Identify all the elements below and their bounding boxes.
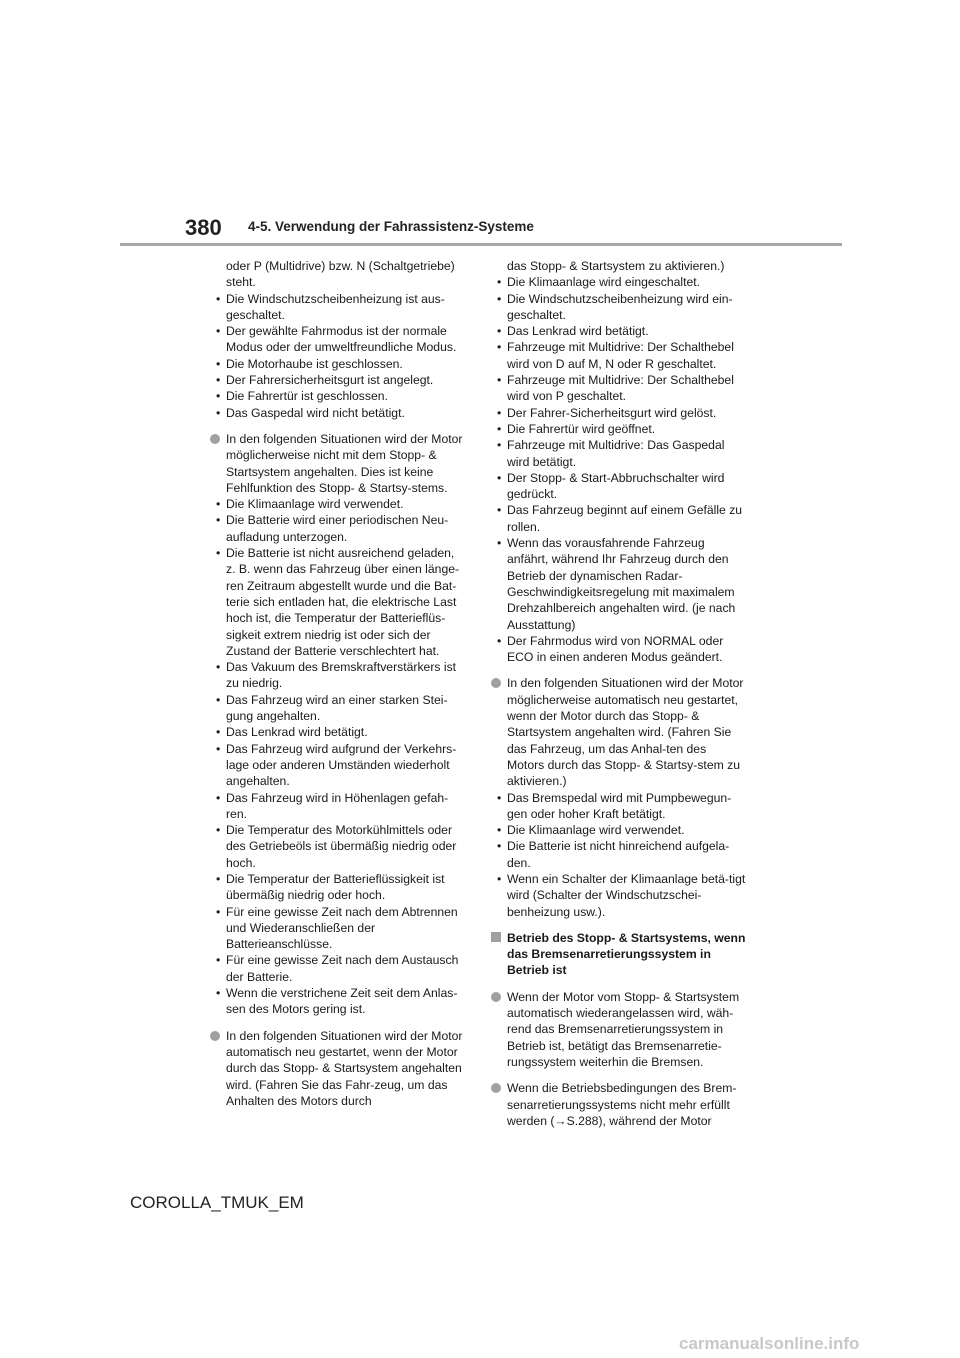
list-item: • Das Bremspedal wird mit Pumpbewegun-gen oder hoher Kraft betätigt. [491, 790, 746, 823]
list-item: • Das Fahrzeug wird in Höhenlagen gefah-ren. [210, 790, 465, 823]
document-code: COROLLA_TMUK_EM [130, 1193, 304, 1212]
square-bullet-icon [491, 932, 501, 942]
list-item: • Der gewählte Fahrmodus ist der normale Modus oder der umweltfreundliche Modus. [210, 323, 465, 356]
paragraph-text: Wenn der Motor vom Stopp- & Startsystem automatisch wiederangelassen wird, wäh-rend das Bremsenarretierungssystem in Betrieb ist, betätigt das Bremsenarretie-rungssystem weiterhin die Bremsen. [507, 989, 740, 1069]
list-item: • Die Windschutzscheibenheizung wird ein-geschaltet. [491, 291, 746, 324]
list-item: • Die Klimaanlage wird eingeschaltet. [491, 274, 746, 290]
circle-paragraph [491, 989, 746, 1070]
list-item: • Das Fahrzeug wird an einer starken Stei-gung angehalten. [210, 692, 465, 725]
list-item: • Die Batterie ist nicht ausreichend geladen, z. B. wenn das Fahrzeug über einen länge-ren Zeitraum abgestellt wurde und die Bat-terie sich entladen hat, die elektrische Last hoch ist, die Temperatur der Batterieflüs-sigkeit extrem niedrig ist oder sich der Zustand der Batterie verschlechtert hat. [210, 545, 465, 659]
list-item: • Fahrzeuge mit Multidrive: Das Gaspedal wird betätigt. [491, 437, 746, 470]
list-item: • Das Lenkrad wird betätigt. [210, 724, 465, 740]
list-item: • Der Fahrer-Sicherheitsgurt wird gelöst. [491, 405, 746, 421]
subheading [491, 930, 746, 979]
list-item: • Die Batterie ist nicht hinreichend aufgela-den. [491, 838, 746, 871]
list-item: • Die Windschutzscheibenheizung ist aus-geschaltet. [210, 291, 465, 324]
right-column [491, 258, 746, 1129]
list-item: • Für eine gewisse Zeit nach dem Abtrennen und Wiederanschließen der Batterieanschlüsse. [210, 904, 465, 953]
paragraph-text: In den folgenden Situationen wird der Motor möglicherweise nicht mit dem Stopp- & Startsystem angehalten. Dies ist keine Fehlfunktion des Stopp- & Startsy-stems. [226, 431, 463, 495]
section-title: 4-5. Verwendung der Fahrassistenz-Systeme [248, 219, 534, 234]
circle-bullet-icon [210, 434, 220, 444]
list-item: • Der Fahrersicherheitsgurt ist angelegt. [210, 372, 465, 388]
paragraph-text: In den folgenden Situationen wird der Motor automatisch neu gestartet, wenn der Motor durch das Stopp- & Startsystem angehalten wird. (Fahren Sie das Fahr-zeug, um das Anhalten des Motors durch [226, 1028, 463, 1108]
left-column [210, 258, 465, 1109]
circle-paragraph [210, 1028, 465, 1109]
list-item: • Das Gaspedal wird nicht betätigt. [210, 405, 465, 421]
list-item: • Die Klimaanlage wird verwendet. [210, 496, 465, 512]
list-item: • Wenn die verstrichene Zeit seit dem Anlas-sen des Motors gering ist. [210, 985, 465, 1018]
paragraph-text: Wenn die Betriebsbedingungen des Brem-senarretierungssystems nicht mehr erfüllt werden (→S.288), während der Motor [507, 1081, 737, 1128]
subheading-text: Betrieb des Stopp- & Startsystems, wenn das Bremsenarretierungssystem in Betrieb ist [507, 930, 746, 978]
list-item: • Das Fahrzeug wird aufgrund der Verkehrs-lage oder anderen Umständen wiederholt angehalten. [210, 741, 465, 790]
list-item: • Das Vakuum des Bremskraftverstärkers ist zu niedrig. [210, 659, 465, 692]
list-item: • Wenn ein Schalter der Klimaanlage betä-tigt wird (Schalter der Windschutzschei-benheizung usw.). [491, 871, 746, 920]
list-item: • Die Fahrertür ist geschlossen. [210, 388, 465, 404]
circle-bullet-icon [491, 678, 501, 688]
circle-bullet-icon [491, 992, 501, 1002]
paragraph-text: In den folgenden Situationen wird der Motor möglicherweise automatisch neu gestartet, wenn der Motor durch das Stopp- & Startsystem angehalten wird. (Fahren Sie das Fahrzeug, um das Anhal-ten des Motors durch das Stopp- & Startsy-stem zu aktivieren.) [507, 676, 744, 789]
circle-paragraph [491, 675, 746, 789]
list-item: • Die Fahrertür wird geöffnet. [491, 421, 746, 437]
circle-paragraph [491, 1080, 746, 1129]
list-item: • Für eine gewisse Zeit nach dem Austausch der Batterie. [210, 952, 465, 985]
header-divider [120, 243, 842, 246]
list-item: • Fahrzeuge mit Multidrive: Der Schalthebel wird von P geschaltet. [491, 372, 746, 405]
circle-paragraph [210, 431, 465, 496]
list-item: • Das Fahrzeug beginnt auf einem Gefälle zu rollen. [491, 502, 746, 535]
watermark: carmanualsonline.info [679, 1334, 860, 1353]
page-number: 380 [185, 215, 222, 240]
list-item: • Der Fahrmodus wird von NORMAL oder ECO in einen anderen Modus geändert. [491, 633, 746, 666]
circle-bullet-icon [491, 1083, 501, 1093]
list-item: • Die Temperatur des Motorkühlmittels oder des Getriebeöls ist übermäßig niedrig oder hoch. [210, 822, 465, 871]
list-item: • Fahrzeuge mit Multidrive: Der Schalthebel wird von D auf M, N oder R geschaltet. [491, 339, 746, 372]
circle-bullet-icon [210, 1031, 220, 1041]
list-item: • Die Temperatur der Batterieflüssigkeit ist übermäßig niedrig oder hoch. [210, 871, 465, 904]
list-item: • Wenn das vorausfahrende Fahrzeug anfährt, während Ihr Fahrzeug durch den Betrieb der dynamischen Radar-Geschwindigkeitsregelung mit maximalem Drehzahlbereich angehalten wird. (je nach Ausstattung) [491, 535, 746, 633]
list-item: • Das Lenkrad wird betätigt. [491, 323, 746, 339]
list-item: • Der Stopp- & Start-Abbruchschalter wird gedrückt. [491, 470, 746, 503]
paragraph-continuation: oder P (Multidrive) bzw. N (Schaltgetriebe) steht. [226, 259, 455, 290]
list-item: • Die Motorhaube ist geschlossen. [210, 356, 465, 372]
paragraph-continuation: das Stopp- & Startsystem zu aktivieren.) [507, 259, 725, 273]
list-item: • Die Klimaanlage wird verwendet. [491, 822, 746, 838]
list-item: • Die Batterie wird einer periodischen Neu-aufladung unterzogen. [210, 512, 465, 545]
